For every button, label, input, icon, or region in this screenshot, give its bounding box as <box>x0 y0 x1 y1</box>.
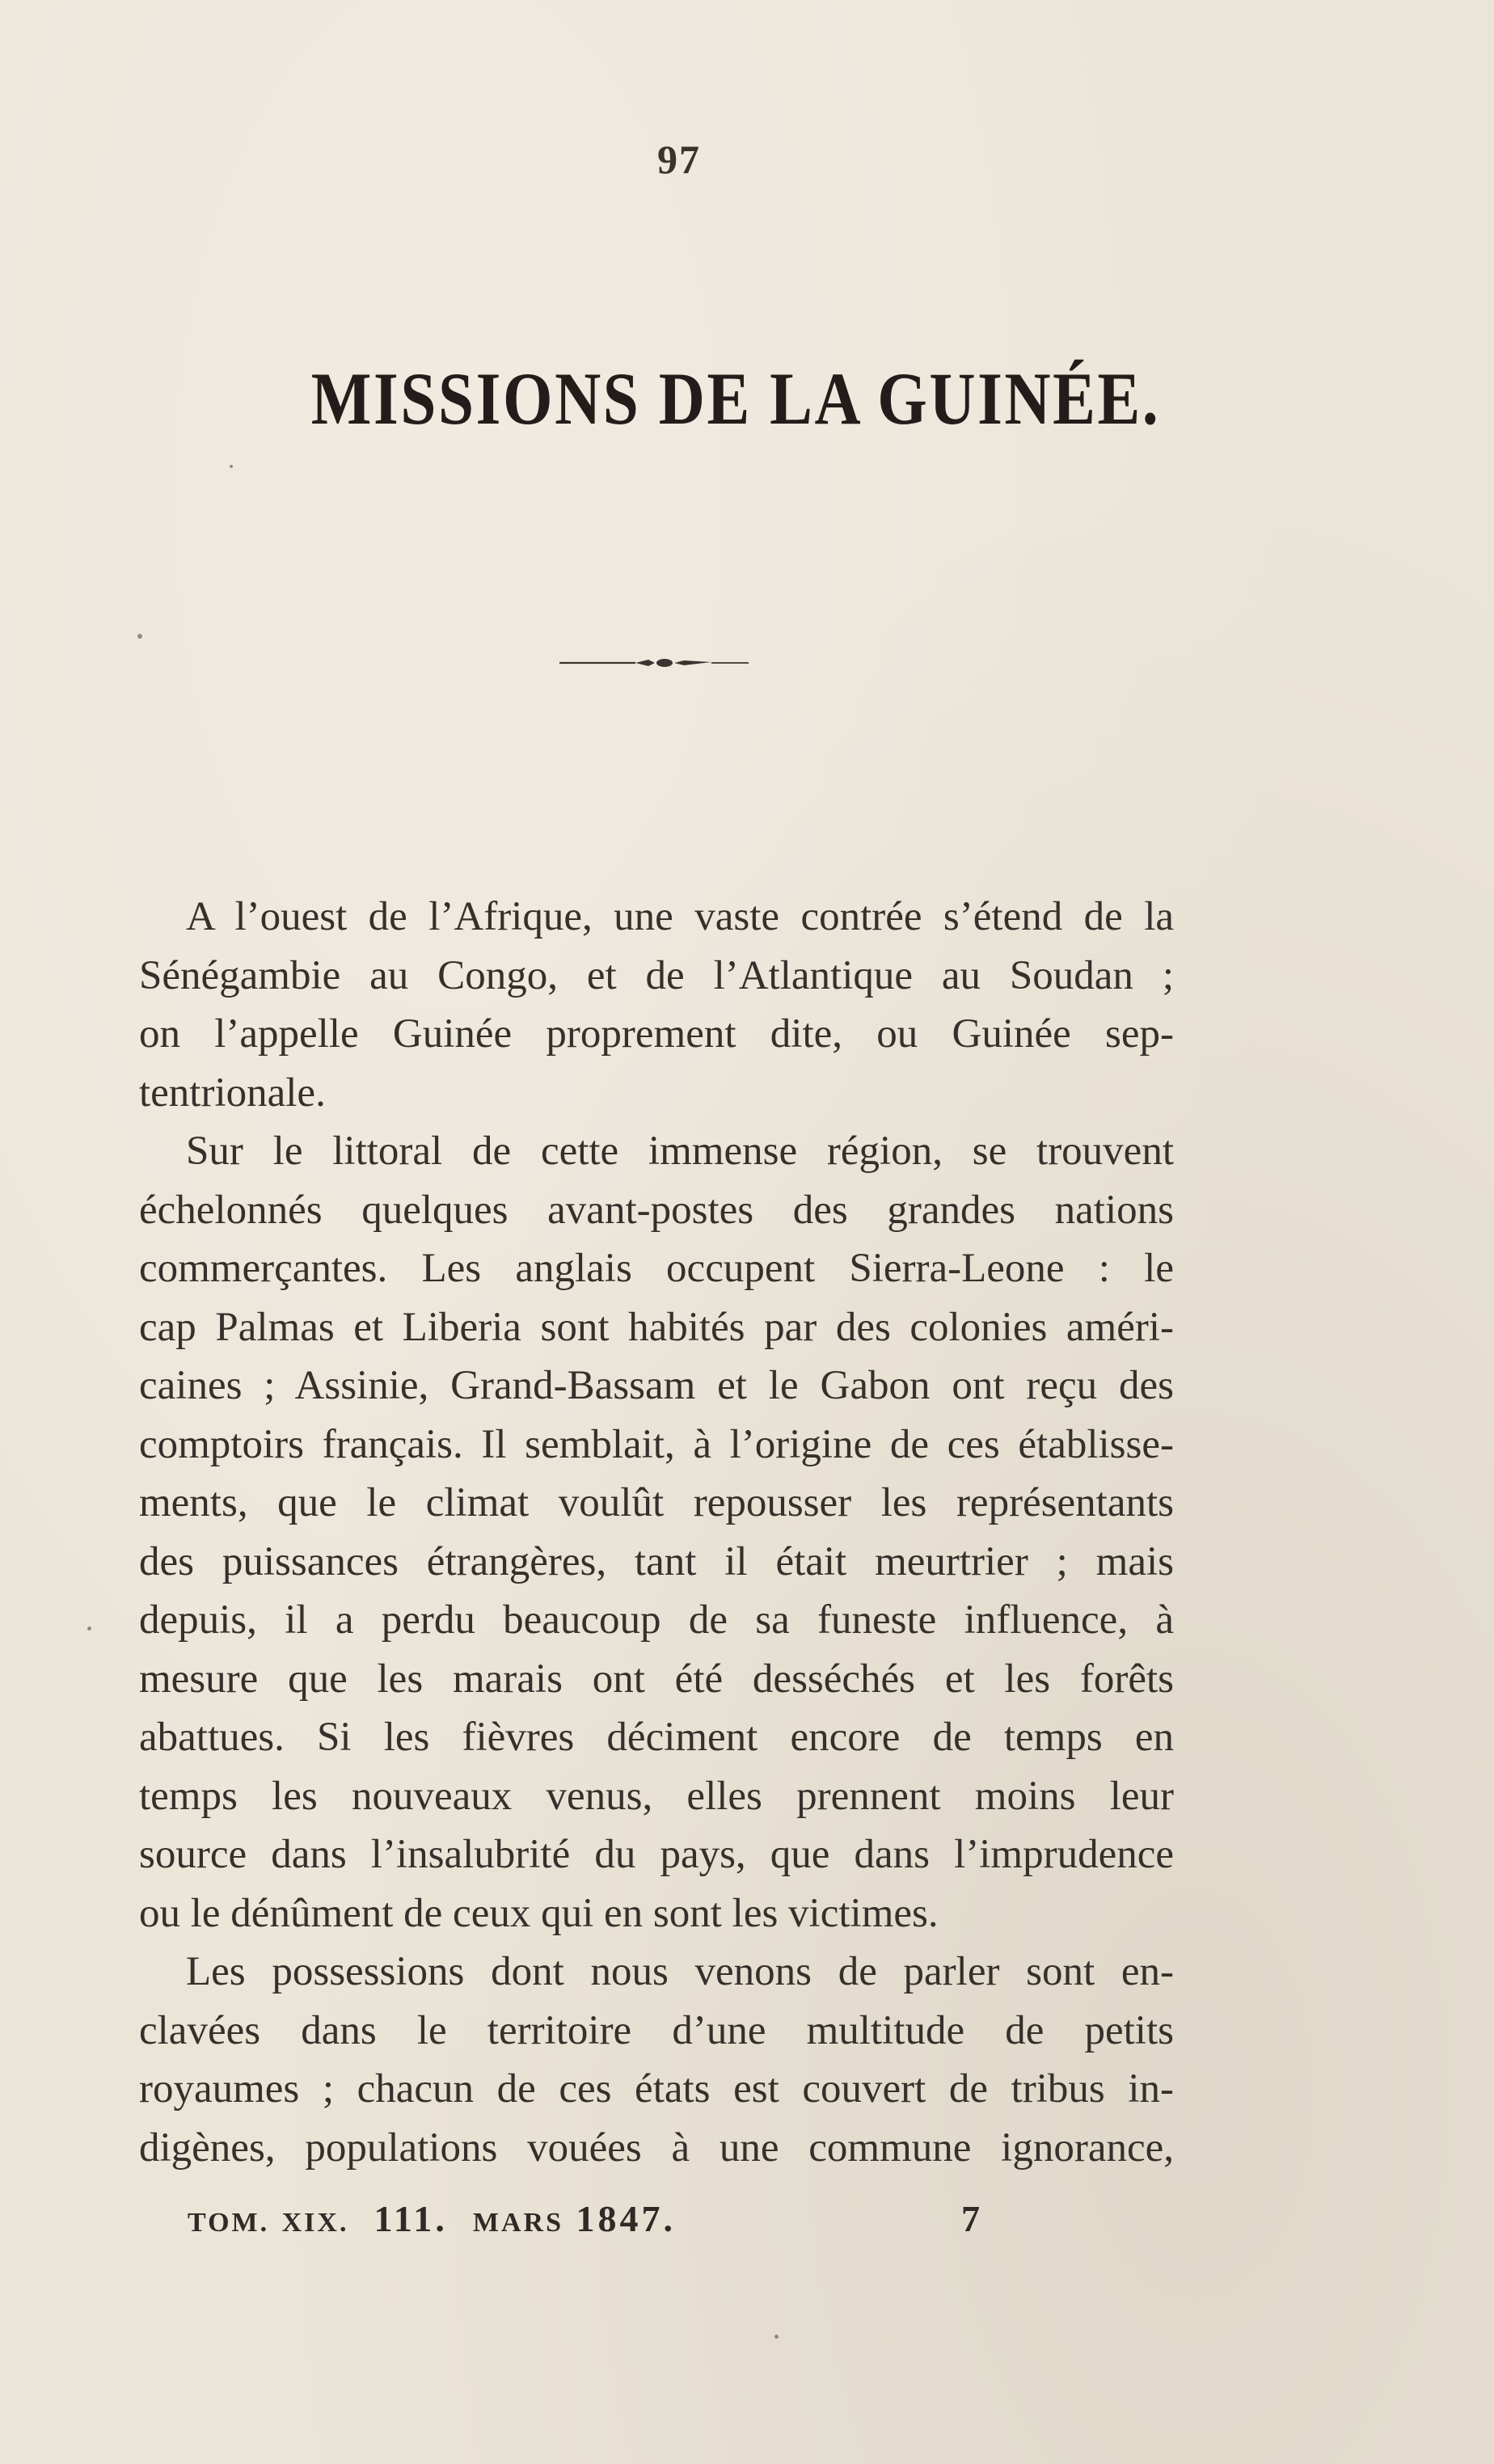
text-line: ou le dénûment de ceux qui en sont les victimes. <box>139 1890 939 1936</box>
page-number: 97 <box>657 137 701 182</box>
paper-speck <box>774 2335 779 2339</box>
text-line: Sénégambie au Congo, et de l’Atlantique au Soudan ; <box>139 952 1174 998</box>
text-line: source dans l’insalubrité du pays, que dans l’imprudence <box>139 1832 1174 1877</box>
text-line: A l’ouest de l’Afrique, une vaste contrée s’étend de la <box>186 894 1174 939</box>
text-line: échelonnés quelques avant-postes des grandes nations <box>139 1187 1174 1233</box>
text-line: mesure que les marais ont été desséchés et les forêts <box>139 1656 1174 1702</box>
body-text <box>139 888 1174 2177</box>
text-line: cap Palmas et Liberia sont habités par des colonies améri- <box>139 1304 1174 1350</box>
text-line: Sur le littoral de cette immense région, se trouvent <box>186 1129 1174 1174</box>
text-line: commerçantes. Les anglais occupent Sierra-Leone : le <box>139 1246 1174 1291</box>
volume-number: XIX. <box>281 2208 349 2238</box>
signature-footer <box>188 2197 1012 2254</box>
ornament-divider <box>558 653 752 673</box>
issue-year: 1847. <box>576 2198 676 2239</box>
paper-speck <box>230 465 233 468</box>
text-line: digènes, populations vouées à une commune ignorance, <box>139 2124 1174 2171</box>
text-line: tentrionale. <box>139 1070 326 1116</box>
sheet-number: 7 <box>961 2198 980 2239</box>
text-line: abattues. Si les fièvres déciment encore de temps en <box>139 1715 1174 1760</box>
text-line: temps les nouveaux venus, elles prennent moins leur <box>139 1773 1174 1819</box>
text-line: Les possessions dont nous venons de parler sont en- <box>186 1949 1174 1994</box>
volume-prefix: TOM. <box>188 2208 270 2238</box>
text-line: clavées dans le territoire d’une multitude de petits <box>139 2007 1174 2053</box>
page-title: MISSIONS DE LA GUINÉE. <box>310 357 1161 440</box>
text-line: depuis, il a perdu beaucoup de sa funeste influence, à <box>139 1597 1174 1643</box>
issue-number: 111. <box>374 2198 448 2239</box>
text-line: royaumes ; chacun de ces états est couvert de tribus in- <box>139 2066 1174 2112</box>
text-line: des puissances étrangères, tant il était meurtrier ; mais <box>139 1538 1174 1584</box>
text-line: comptoirs français. Il semblait, à l’origine de ces établisse- <box>139 1421 1174 1467</box>
paper-speck <box>137 634 142 639</box>
signature-mark <box>188 2197 676 2240</box>
text-line: ments, que le climat voulût repousser les représentants <box>139 1480 1174 1525</box>
text-line: caines ; Assinie, Grand-Bassam et le Gabon ont reçu des <box>139 1363 1174 1408</box>
paper-speck <box>87 1626 91 1631</box>
text-line: on l’appelle Guinée proprement dite, ou Guinée sep- <box>139 1011 1174 1057</box>
issue-month: MARS <box>472 2208 563 2238</box>
